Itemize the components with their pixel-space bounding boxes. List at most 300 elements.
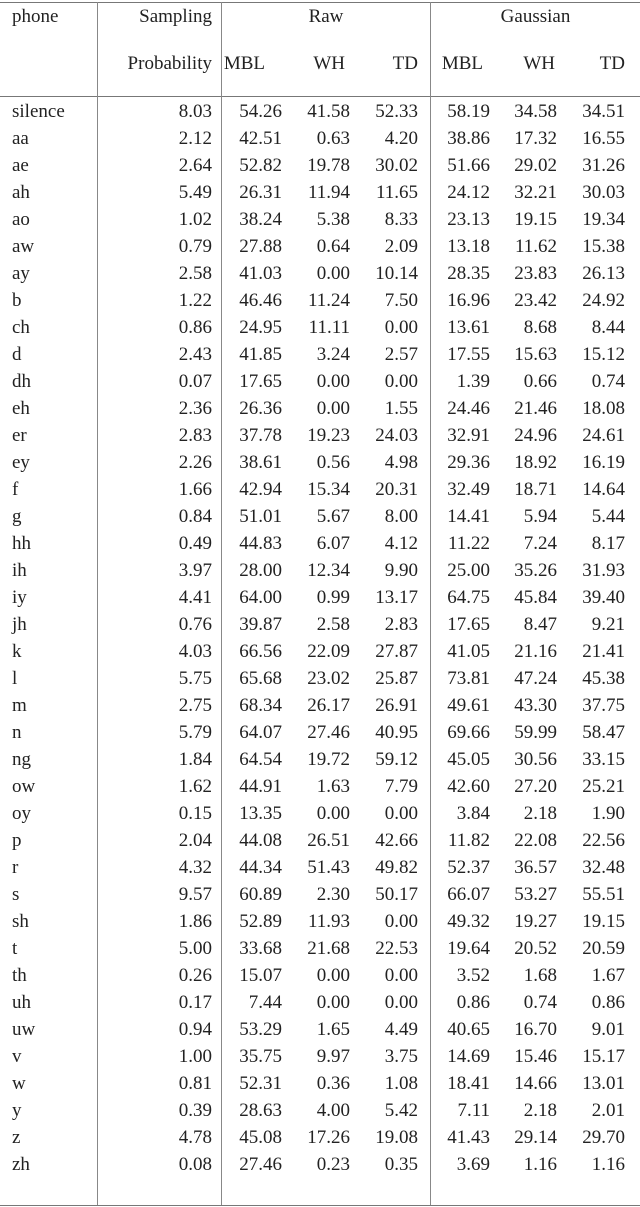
cell-gaussian-td: 21.41 [582,641,625,662]
cell-sampling-probability: 0.79 [178,236,212,257]
cell-raw-td: 4.12 [384,533,418,554]
cell-sampling-probability: 1.22 [178,290,212,311]
cell-gaussian-wh: 32.21 [514,182,557,203]
cell-raw-mbl: 17.65 [239,371,282,392]
cell-raw-td: 27.87 [375,641,418,662]
cell-gaussian-mbl: 11.82 [447,830,490,851]
cell-phone: v [12,1046,22,1067]
cell-sampling-probability: 0.39 [178,1100,212,1121]
cell-raw-mbl: 64.54 [239,749,282,770]
cell-raw-mbl: 64.00 [239,587,282,608]
cell-gaussian-wh: 19.15 [514,209,557,230]
cell-sampling-probability: 0.26 [178,965,212,986]
cell-raw-wh: 0.00 [316,992,350,1013]
cell-raw-wh: 11.24 [307,290,350,311]
cell-raw-mbl: 27.88 [239,236,282,257]
cell-raw-td: 25.87 [375,668,418,689]
cell-gaussian-wh: 19.27 [514,911,557,932]
cell-raw-td: 52.33 [375,101,418,122]
cell-raw-wh: 2.58 [316,614,350,635]
cell-phone: eh [12,398,30,419]
cell-gaussian-td: 33.15 [582,749,625,770]
cell-raw-td: 19.08 [375,1127,418,1148]
cell-raw-wh: 0.00 [316,965,350,986]
cell-gaussian-wh: 15.46 [514,1046,557,1067]
cell-gaussian-mbl: 73.81 [447,668,490,689]
cell-gaussian-mbl: 13.18 [447,236,490,257]
cell-gaussian-mbl: 32.49 [447,479,490,500]
cell-gaussian-wh: 30.56 [514,749,557,770]
cell-gaussian-wh: 2.18 [523,1100,557,1121]
cell-sampling-probability: 0.81 [178,1073,212,1094]
cell-gaussian-mbl: 66.07 [447,884,490,905]
cell-raw-mbl: 44.08 [239,830,282,851]
cell-phone: ay [12,263,30,284]
cell-gaussian-mbl: 14.41 [447,506,490,527]
cell-gaussian-wh: 11.62 [514,236,557,257]
cell-raw-wh: 0.64 [316,236,350,257]
cell-gaussian-td: 15.17 [582,1046,625,1067]
cell-raw-td: 8.00 [384,506,418,527]
cell-sampling-probability: 1.02 [178,209,212,230]
cell-phone: sh [12,911,29,932]
cell-raw-wh: 21.68 [307,938,350,959]
cell-gaussian-td: 1.67 [591,965,625,986]
cell-raw-td: 4.98 [384,452,418,473]
cell-gaussian-mbl: 58.19 [447,101,490,122]
cell-gaussian-td: 0.86 [591,992,625,1013]
cell-phone: silence [12,101,65,122]
cell-gaussian-mbl: 41.43 [447,1127,490,1148]
cell-gaussian-td: 26.13 [582,263,625,284]
cell-gaussian-wh: 59.99 [514,722,557,743]
cell-raw-td: 1.08 [384,1073,418,1094]
cell-raw-wh: 9.97 [316,1046,350,1067]
cell-phone: ow [12,776,36,797]
cell-raw-mbl: 52.89 [239,911,282,932]
cell-gaussian-mbl: 28.35 [447,263,490,284]
cell-raw-td: 30.02 [375,155,418,176]
cell-raw-td: 22.53 [375,938,418,959]
cell-phone: k [12,641,22,662]
cell-gaussian-td: 58.47 [582,722,625,743]
cell-raw-wh: 19.72 [307,749,350,770]
cell-raw-td: 0.00 [384,317,418,338]
cell-raw-mbl: 28.63 [239,1100,282,1121]
cell-gaussian-mbl: 45.05 [447,749,490,770]
cell-gaussian-wh: 8.68 [523,317,557,338]
cell-gaussian-mbl: 38.86 [447,128,490,149]
header-gaussian: Gaussian [500,6,571,27]
cell-raw-td: 24.03 [375,425,418,446]
cell-gaussian-td: 24.61 [582,425,625,446]
cell-raw-td: 4.49 [384,1019,418,1040]
cell-gaussian-mbl: 41.05 [447,641,490,662]
cell-raw-wh: 26.51 [307,830,350,851]
cell-gaussian-mbl: 11.22 [447,533,490,554]
cell-raw-wh: 17.26 [307,1127,350,1148]
cell-gaussian-td: 32.48 [582,857,625,878]
cell-raw-wh: 27.46 [307,722,350,743]
cell-phone: ao [12,209,30,230]
cell-raw-mbl: 26.36 [239,398,282,419]
cell-raw-mbl: 68.34 [239,695,282,716]
cell-gaussian-mbl: 3.69 [456,1154,490,1175]
cell-raw-mbl: 41.85 [239,344,282,365]
cell-raw-td: 0.00 [384,965,418,986]
cell-raw-td: 11.65 [375,182,418,203]
cell-gaussian-td: 1.16 [591,1154,625,1175]
cell-raw-td: 3.75 [384,1046,418,1067]
cell-sampling-probability: 2.83 [178,425,212,446]
cell-raw-wh: 26.17 [307,695,350,716]
cell-raw-wh: 1.63 [316,776,350,797]
cell-gaussian-td: 22.56 [582,830,625,851]
header-td-gaussian: TD [599,53,625,74]
cell-phone: dh [12,371,31,392]
cell-raw-td: 49.82 [375,857,418,878]
cell-gaussian-td: 30.03 [582,182,625,203]
cell-gaussian-wh: 17.32 [514,128,557,149]
cell-raw-td: 20.31 [375,479,418,500]
cell-gaussian-td: 16.19 [582,452,625,473]
cell-raw-td: 50.17 [375,884,418,905]
cell-gaussian-td: 34.51 [582,101,625,122]
cell-raw-mbl: 7.44 [248,992,282,1013]
cell-gaussian-mbl: 29.36 [447,452,490,473]
cell-phone: t [12,938,18,959]
cell-gaussian-wh: 14.66 [514,1073,557,1094]
cell-sampling-probability: 0.94 [178,1019,212,1040]
cell-gaussian-td: 13.01 [582,1073,625,1094]
cell-phone: ah [12,182,30,203]
cell-sampling-probability: 2.43 [178,344,212,365]
cell-raw-wh: 5.67 [316,506,350,527]
cell-gaussian-wh: 21.16 [514,641,557,662]
cell-sampling-probability: 4.78 [178,1127,212,1148]
cell-phone: aa [12,128,29,149]
cell-raw-mbl: 38.24 [239,209,282,230]
cell-raw-mbl: 60.89 [239,884,282,905]
cell-gaussian-mbl: 51.66 [447,155,490,176]
cell-raw-wh: 0.99 [316,587,350,608]
cell-gaussian-wh: 1.68 [523,965,557,986]
cell-raw-td: 13.17 [375,587,418,608]
cell-gaussian-wh: 1.16 [523,1154,557,1175]
cell-gaussian-td: 14.64 [582,479,625,500]
cell-phone: aw [12,236,35,257]
cell-sampling-probability: 2.26 [178,452,212,473]
cell-sampling-probability: 3.97 [178,560,212,581]
cell-sampling-probability: 1.00 [178,1046,212,1067]
cell-raw-td: 8.33 [384,209,418,230]
cell-sampling-probability: 2.58 [178,263,212,284]
cell-raw-mbl: 15.07 [239,965,282,986]
cell-phone: w [12,1073,26,1094]
cell-raw-td: 1.55 [384,398,418,419]
cell-phone: b [12,290,22,311]
cell-phone: th [12,965,27,986]
cell-phone: f [12,479,19,500]
cell-gaussian-wh: 43.30 [514,695,557,716]
cell-phone: hh [12,533,31,554]
cell-phone: p [12,830,22,851]
cell-gaussian-mbl: 14.69 [447,1046,490,1067]
cell-gaussian-wh: 0.66 [523,371,557,392]
cell-gaussian-wh: 24.96 [514,425,557,446]
cell-gaussian-wh: 15.63 [514,344,557,365]
cell-gaussian-wh: 53.27 [514,884,557,905]
cell-gaussian-wh: 34.58 [514,101,557,122]
cell-raw-mbl: 28.00 [239,560,282,581]
cell-phone: d [12,344,22,365]
cell-raw-wh: 0.56 [316,452,350,473]
cell-raw-mbl: 24.95 [239,317,282,338]
cell-raw-wh: 1.65 [316,1019,350,1040]
cell-gaussian-mbl: 1.39 [456,371,490,392]
cell-raw-wh: 19.23 [307,425,350,446]
cell-gaussian-mbl: 40.65 [447,1019,490,1040]
cell-gaussian-mbl: 13.61 [447,317,490,338]
cell-phone: er [12,425,27,446]
cell-raw-wh: 19.78 [307,155,350,176]
cell-gaussian-td: 29.70 [582,1127,625,1148]
cell-raw-mbl: 44.83 [239,533,282,554]
header-wh-raw: WH [313,53,345,74]
cell-raw-mbl: 13.35 [239,803,282,824]
cell-gaussian-td: 2.01 [591,1100,625,1121]
column-divider-phone [97,2,98,1205]
header-probability: Probability [127,53,212,74]
cell-phone: s [12,884,20,905]
cell-gaussian-td: 20.59 [582,938,625,959]
cell-raw-td: 7.50 [384,290,418,311]
cell-gaussian-wh: 45.84 [514,587,557,608]
cell-raw-td: 0.35 [384,1154,418,1175]
cell-gaussian-td: 39.40 [582,587,625,608]
cell-raw-wh: 3.24 [316,344,350,365]
cell-raw-mbl: 42.94 [239,479,282,500]
cell-sampling-probability: 2.75 [178,695,212,716]
cell-phone: g [12,506,22,527]
cell-gaussian-mbl: 25.00 [447,560,490,581]
cell-gaussian-td: 31.26 [582,155,625,176]
cell-raw-wh: 41.58 [307,101,350,122]
cell-gaussian-wh: 7.24 [523,533,557,554]
cell-sampling-probability: 2.12 [178,128,212,149]
cell-raw-td: 5.42 [384,1100,418,1121]
cell-gaussian-wh: 47.24 [514,668,557,689]
cell-sampling-probability: 2.04 [178,830,212,851]
cell-sampling-probability: 0.49 [178,533,212,554]
cell-raw-td: 59.12 [375,749,418,770]
cell-sampling-probability: 0.15 [178,803,212,824]
cell-gaussian-wh: 18.71 [514,479,557,500]
cell-gaussian-mbl: 3.52 [456,965,490,986]
cell-raw-wh: 12.34 [307,560,350,581]
cell-gaussian-wh: 18.92 [514,452,557,473]
cell-gaussian-td: 9.01 [591,1019,625,1040]
cell-sampling-probability: 0.84 [178,506,212,527]
cell-gaussian-wh: 36.57 [514,857,557,878]
cell-gaussian-td: 15.12 [582,344,625,365]
cell-gaussian-mbl: 52.37 [447,857,490,878]
cell-raw-wh: 23.02 [307,668,350,689]
cell-gaussian-td: 9.21 [591,614,625,635]
cell-sampling-probability: 1.62 [178,776,212,797]
cell-gaussian-td: 19.15 [582,911,625,932]
cell-gaussian-wh: 5.94 [523,506,557,527]
cell-gaussian-wh: 27.20 [514,776,557,797]
cell-raw-mbl: 54.26 [239,101,282,122]
cell-sampling-probability: 8.03 [178,101,212,122]
cell-raw-wh: 2.30 [316,884,350,905]
cell-raw-mbl: 38.61 [239,452,282,473]
cell-sampling-probability: 0.17 [178,992,212,1013]
cell-raw-mbl: 46.46 [239,290,282,311]
cell-raw-wh: 51.43 [307,857,350,878]
cell-raw-td: 2.09 [384,236,418,257]
cell-gaussian-td: 19.34 [582,209,625,230]
cell-gaussian-mbl: 69.66 [447,722,490,743]
cell-gaussian-wh: 23.83 [514,263,557,284]
cell-gaussian-mbl: 3.84 [456,803,490,824]
cell-phone: m [12,695,27,716]
cell-sampling-probability: 5.00 [178,938,212,959]
cell-sampling-probability: 5.79 [178,722,212,743]
cell-raw-mbl: 26.31 [239,182,282,203]
cell-phone: n [12,722,22,743]
cell-phone: y [12,1100,22,1121]
cell-gaussian-td: 37.75 [582,695,625,716]
cell-raw-mbl: 52.82 [239,155,282,176]
cell-raw-td: 0.00 [384,992,418,1013]
cell-raw-td: 4.20 [384,128,418,149]
cell-raw-td: 0.00 [384,371,418,392]
cell-gaussian-td: 45.38 [582,668,625,689]
cell-raw-wh: 11.11 [308,317,350,338]
cell-gaussian-wh: 8.47 [523,614,557,635]
cell-phone: jh [12,614,27,635]
cell-raw-mbl: 66.56 [239,641,282,662]
cell-raw-mbl: 27.46 [239,1154,282,1175]
cell-sampling-probability: 4.32 [178,857,212,878]
cell-raw-mbl: 37.78 [239,425,282,446]
cell-gaussian-td: 55.51 [582,884,625,905]
cell-raw-wh: 0.36 [316,1073,350,1094]
cell-sampling-probability: 2.36 [178,398,212,419]
cell-raw-mbl: 33.68 [239,938,282,959]
header-wh-gaussian: WH [523,53,555,74]
cell-phone: uw [12,1019,36,1040]
cell-phone: zh [12,1154,30,1175]
cell-gaussian-mbl: 32.91 [447,425,490,446]
cell-phone: ch [12,317,30,338]
cell-raw-wh: 4.00 [316,1100,350,1121]
cell-gaussian-td: 25.21 [582,776,625,797]
cell-raw-td: 2.83 [384,614,418,635]
cell-gaussian-mbl: 17.55 [447,344,490,365]
cell-sampling-probability: 2.64 [178,155,212,176]
cell-gaussian-mbl: 24.12 [447,182,490,203]
cell-raw-mbl: 64.07 [239,722,282,743]
cell-phone: z [12,1127,21,1148]
cell-raw-wh: 6.07 [316,533,350,554]
cell-gaussian-wh: 23.42 [514,290,557,311]
cell-phone: l [12,668,18,689]
cell-phone: ey [12,452,30,473]
cell-raw-td: 0.00 [384,803,418,824]
cell-gaussian-td: 18.08 [582,398,625,419]
cell-raw-wh: 11.93 [307,911,350,932]
cell-gaussian-td: 0.74 [591,371,625,392]
cell-raw-mbl: 53.29 [239,1019,282,1040]
cell-sampling-probability: 1.66 [178,479,212,500]
cell-raw-mbl: 42.51 [239,128,282,149]
header-phone: phone [12,6,59,27]
cell-gaussian-mbl: 23.13 [447,209,490,230]
header-sampling: Sampling [139,6,212,27]
cell-sampling-probability: 0.76 [178,614,212,635]
cell-gaussian-wh: 22.08 [514,830,557,851]
cell-gaussian-td: 24.92 [582,290,625,311]
header-td-raw: TD [392,53,418,74]
cell-raw-td: 0.00 [384,911,418,932]
header-mbl-raw: MBL [223,53,265,74]
header-rule [0,96,640,97]
cell-raw-mbl: 39.87 [239,614,282,635]
cell-phone: r [12,857,19,878]
cell-gaussian-td: 31.93 [582,560,625,581]
cell-raw-wh: 11.94 [307,182,350,203]
cell-gaussian-mbl: 24.46 [447,398,490,419]
cell-sampling-probability: 4.41 [178,587,212,608]
cell-gaussian-mbl: 17.65 [447,614,490,635]
cell-phone: ih [12,560,27,581]
cell-raw-wh: 0.00 [316,371,350,392]
cell-gaussian-wh: 29.02 [514,155,557,176]
cell-raw-td: 40.95 [375,722,418,743]
cell-gaussian-wh: 20.52 [514,938,557,959]
cell-gaussian-mbl: 49.61 [447,695,490,716]
cell-gaussian-td: 16.55 [582,128,625,149]
cell-raw-wh: 0.00 [316,263,350,284]
cell-gaussian-td: 5.44 [591,506,625,527]
cell-raw-wh: 15.34 [307,479,350,500]
cell-raw-mbl: 44.91 [239,776,282,797]
cell-sampling-probability: 9.57 [178,884,212,905]
cell-phone: iy [12,587,27,608]
cell-raw-wh: 0.00 [316,398,350,419]
cell-gaussian-wh: 16.70 [514,1019,557,1040]
cell-raw-mbl: 51.01 [239,506,282,527]
cell-gaussian-mbl: 64.75 [447,587,490,608]
cell-raw-mbl: 65.68 [239,668,282,689]
cell-gaussian-wh: 0.74 [523,992,557,1013]
cell-raw-wh: 0.63 [316,128,350,149]
cell-sampling-probability: 0.07 [178,371,212,392]
cell-gaussian-mbl: 7.11 [457,1100,490,1121]
cell-sampling-probability: 0.08 [178,1154,212,1175]
cell-raw-td: 2.57 [384,344,418,365]
cell-phone: ng [12,749,31,770]
cell-raw-mbl: 44.34 [239,857,282,878]
cell-gaussian-td: 15.38 [582,236,625,257]
cell-gaussian-mbl: 0.86 [456,992,490,1013]
cell-raw-wh: 0.23 [316,1154,350,1175]
cell-sampling-probability: 0.86 [178,317,212,338]
cell-raw-td: 10.14 [375,263,418,284]
